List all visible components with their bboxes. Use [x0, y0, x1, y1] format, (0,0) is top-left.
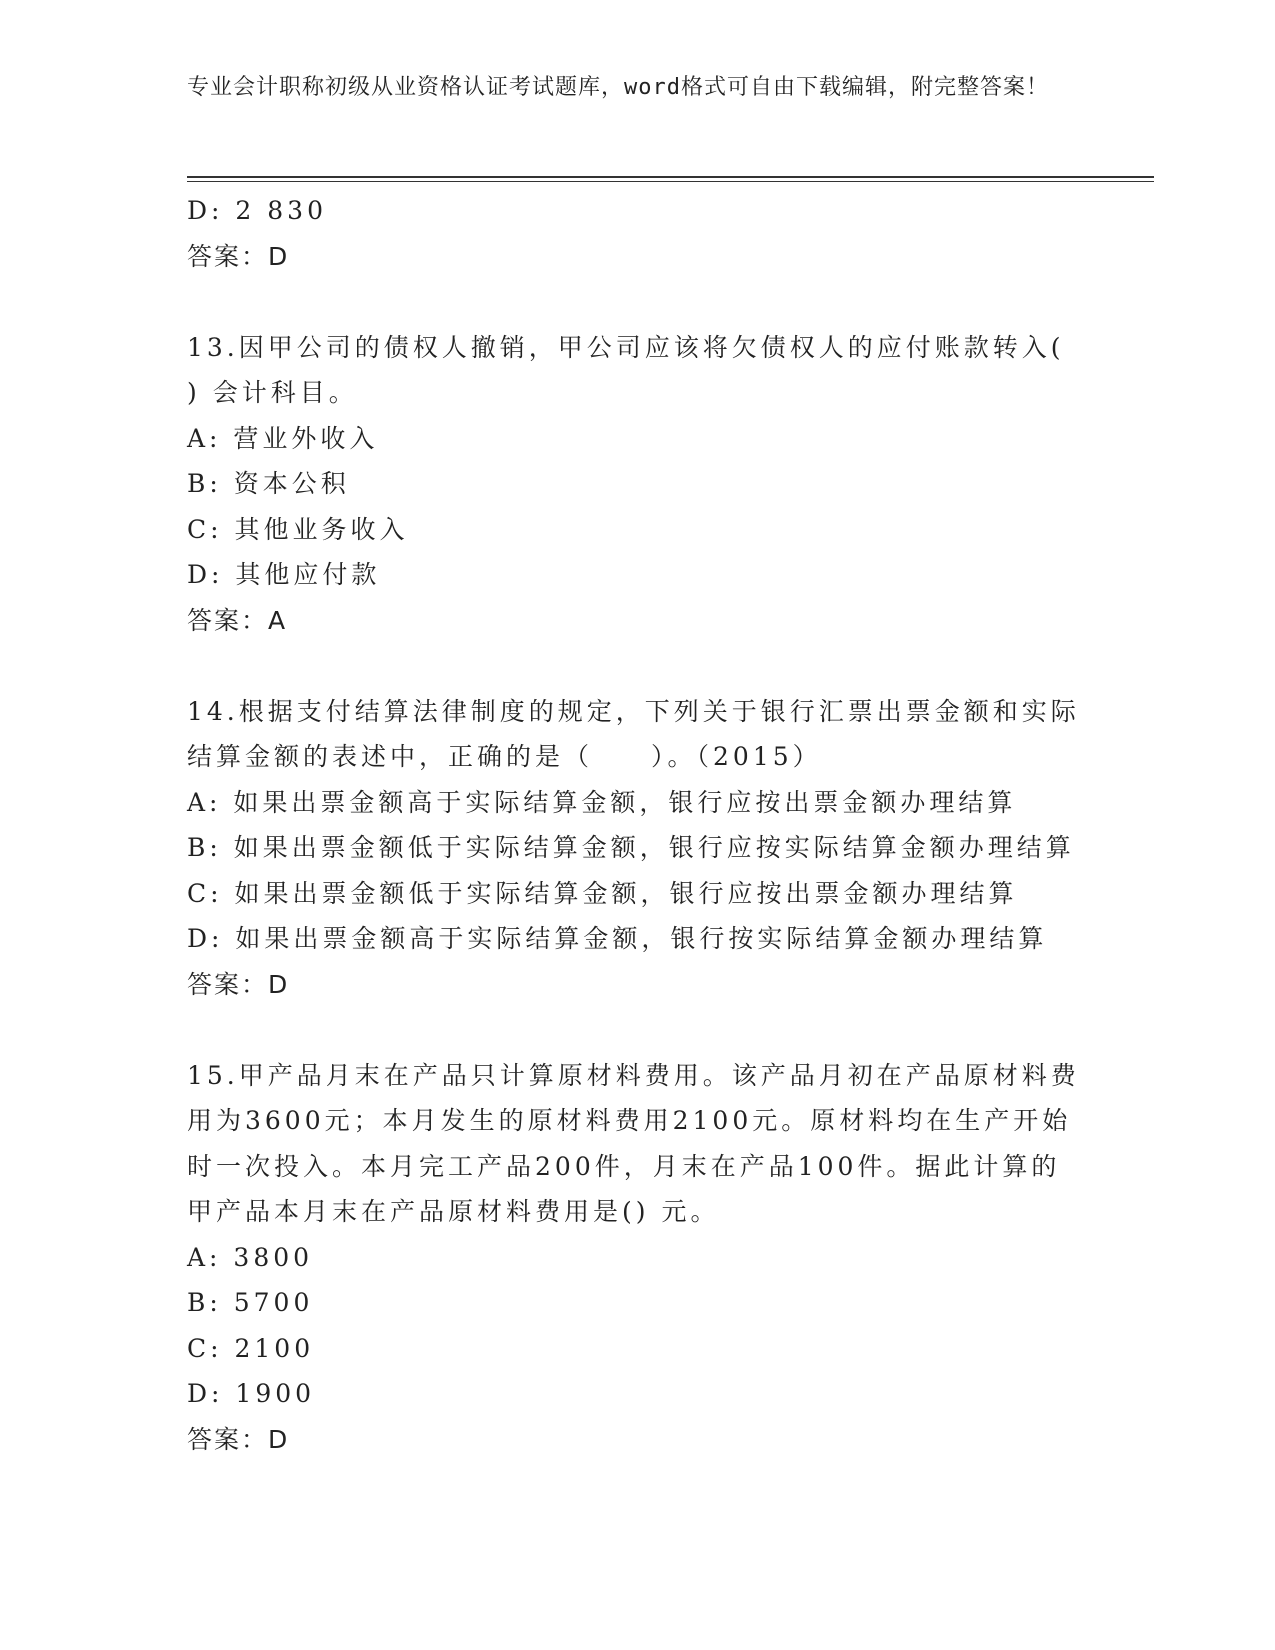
- stem-line: ) 会计科目。: [187, 378, 358, 407]
- stem-line: 结算金额的表述中，正确的是（ ）。（2015）: [187, 742, 822, 771]
- option-b: B: 5700: [187, 1288, 314, 1317]
- question-15: [187, 1053, 1087, 1463]
- question-stem: [187, 1053, 1087, 1235]
- answer-label: 答案：D: [187, 969, 290, 999]
- question-14: [187, 689, 1087, 1008]
- header-rule-thick: [187, 176, 1154, 178]
- answer-label: 答案：D: [187, 241, 290, 271]
- option-a: A: 营业外收入: [187, 423, 379, 453]
- option-d: D: 2 830: [187, 196, 327, 225]
- stem-line: 时一次投入。本月完工产品200件，月末在产品100件。据此计算的: [187, 1151, 1061, 1181]
- option-c: C: 其他业务收入: [187, 514, 409, 544]
- question-stem: [187, 689, 1087, 780]
- option-d: D: 1900: [187, 1379, 316, 1408]
- stem-line: 14.根据支付结算法律制度的规定，下列关于银行汇票出票金额和实际: [187, 696, 1080, 726]
- option-a: A: 如果出票金额高于实际结算金额，银行应按出票金额办理结算: [187, 787, 1017, 817]
- option-c: C: 2100: [187, 1333, 315, 1363]
- option-d: D: 如果出票金额高于实际结算金额，银行按实际结算金额办理结算: [187, 924, 1048, 953]
- page-header: 专业会计职称初级从业资格认证考试题库，word格式可自由下载编辑，附完整答案！: [187, 75, 1049, 100]
- option-b: B: 资本公积: [187, 469, 350, 498]
- question-13: [187, 325, 1087, 644]
- option-c: C: 如果出票金额低于实际结算金额，银行应按出票金额办理结算: [187, 878, 1018, 908]
- option-b: B: 如果出票金额低于实际结算金额，银行应按实际结算金额办理结算: [187, 833, 1075, 862]
- spacer: [187, 279, 1087, 325]
- option-a: A: 3800: [187, 1242, 314, 1272]
- answer-label: 答案：D: [187, 1424, 290, 1454]
- stem-line: 13.因甲公司的债权人撤销，甲公司应该将欠债权人的应付账款转入(: [187, 332, 1065, 362]
- stem-line: 15.甲产品月末在产品只计算原材料费用。该产品月初在产品原材料费: [187, 1060, 1080, 1090]
- answer-label: 答案：A: [187, 605, 288, 635]
- question-content: [187, 188, 1087, 1462]
- stem-line: 用为3600元；本月发生的原材料费用2100元。原材料均在生产开始: [187, 1106, 1072, 1135]
- spacer: [187, 1007, 1087, 1053]
- spacer: [187, 643, 1087, 689]
- header-rule-thin: [187, 181, 1154, 182]
- option-d: D: 其他应付款: [187, 560, 381, 589]
- previous-question-tail: [187, 188, 1087, 279]
- stem-line: 甲产品本月末在产品原材料费用是() 元。: [187, 1197, 720, 1226]
- question-stem: [187, 325, 1087, 416]
